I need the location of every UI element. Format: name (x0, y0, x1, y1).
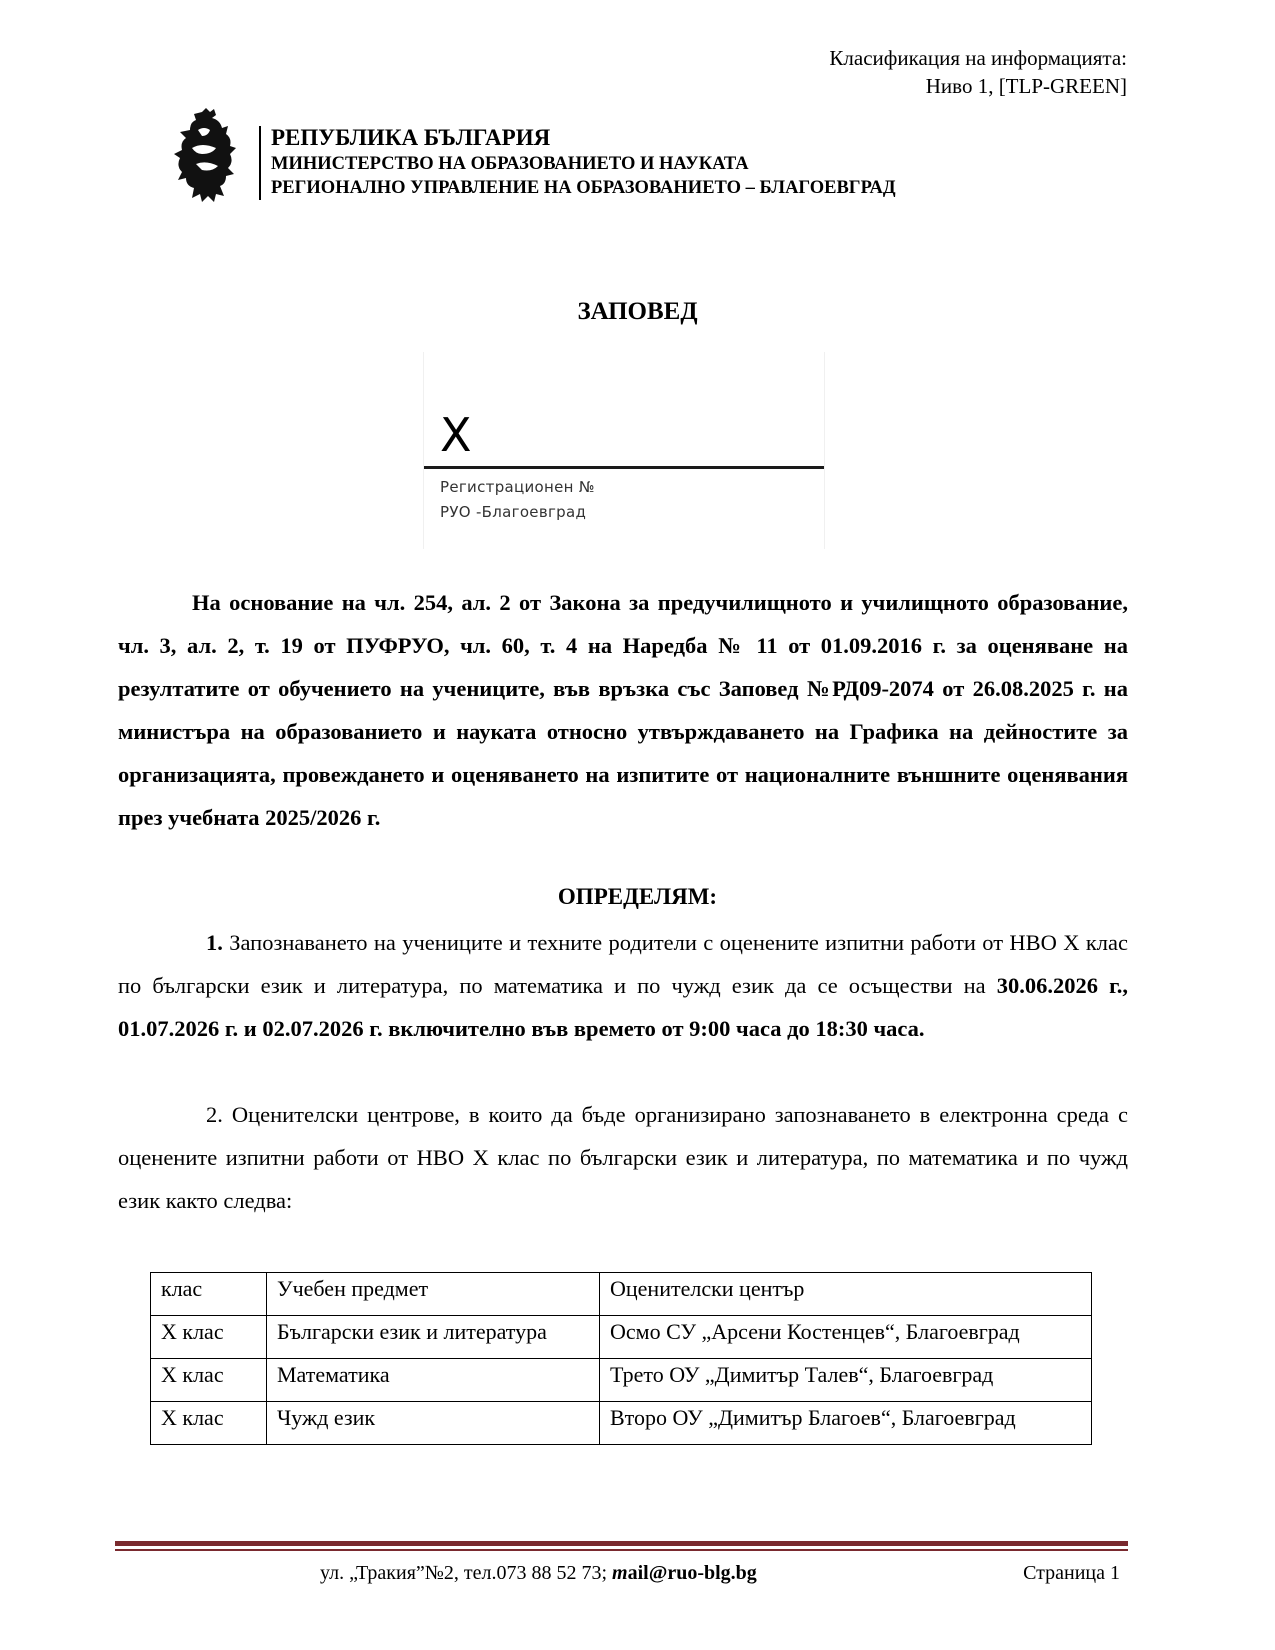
table-row (151, 1316, 1092, 1359)
letterhead (271, 124, 896, 200)
assessment-centers-table (150, 1272, 1092, 1445)
preamble-paragraph: На основание на чл. 254, ал. 2 от Закона за предучилищното и училищното образование, чл. 3, ал. 2, т. 19 от ПУФРУО, чл. 60, т. 4 на Наредба № 11 от 01.09.2016 г. за оценяване на резултатите от обучението на учениците, във връзка със Заповед №РД09-2074 от 26.08.2025 г. на министъра на образованието и науката относно утвърждаването на Графика на дейностите за организацията, провеждането и оценяването на изпитите от националните външните оценявания през учебната 2025/2026 г. (118, 590, 1128, 830)
table-header-row (151, 1273, 1092, 1316)
cell-grade: X клас (151, 1402, 267, 1445)
order-item-1 (118, 921, 1128, 1050)
cell-subject: Чужд език (267, 1402, 600, 1445)
letterhead-country: РЕПУБЛИКА БЪЛГАРИЯ (271, 125, 551, 150)
order-item-1-text: Запознаването на учениците и техните родители с оценените изпитни работи от НВО X клас по български език и литература, по математика и по чужд език да се осъществи на (118, 930, 1128, 998)
signature-box[interactable] (423, 352, 825, 549)
footer-address: ул. „Тракия”№2, тел.073 88 52 73; (320, 1562, 613, 1584)
page-number: Страница 1 (1023, 1562, 1120, 1584)
letterhead-ministry: МИНИСТЕРСТВО НА ОБРАЗОВАНИЕТО И НАУКАТА (271, 154, 749, 174)
classification-block (829, 44, 1127, 100)
signature-line (424, 466, 824, 469)
footer-contact (320, 1562, 757, 1585)
order-item-2: 2. Оценителски центрове, в които да бъде организирано запознаването в електронна среда с оценените изпитни работи от НВО X клас по български език и литература, по математика и по чужд език както следва: (118, 1102, 1128, 1213)
cell-grade: X клас (151, 1316, 267, 1359)
order-item-1-number: 1. (206, 930, 223, 955)
cell-center: Осмо СУ „Арсени Костенцев“, Благоевград (600, 1316, 1092, 1359)
letterhead-divider (259, 126, 261, 200)
order-heading: ОПРЕДЕЛЯМ: (557, 884, 718, 909)
table-row (151, 1359, 1092, 1402)
order-item-1-dates: 30.06.2026 г., 01.07.2026 г. и 02.07.2026 г. включително във времето от 9:00 часа до 18:30 часа. (118, 973, 1128, 1041)
coat-of-arms-lion-icon (172, 108, 242, 204)
header-subject: Учебен предмет (267, 1273, 600, 1316)
cell-center: Второ ОУ „Димитър Благоев“, Благоевград (600, 1402, 1092, 1445)
signature-mark: X (440, 408, 472, 462)
classification-label: Класификация на информацията: (829, 46, 1127, 70)
footer-email[interactable]: mail@ruo-blg.bg (612, 1562, 757, 1584)
document-title: ЗАПОВЕД (577, 298, 698, 325)
table-row (151, 1402, 1092, 1445)
classification-level: Ниво 1, [TLP-GREEN] (925, 74, 1127, 98)
footer-divider-thin (115, 1549, 1128, 1551)
registration-office-label: РУО -Благоевград (440, 503, 587, 521)
footer-divider (115, 1541, 1128, 1546)
cell-subject: Математика (267, 1359, 600, 1402)
letterhead-regional-office: РЕГИОНАЛНО УПРАВЛЕНИЕ НА ОБРАЗОВАНИЕТО – БЛАГОЕВГРАД (271, 178, 896, 198)
cell-center: Трето ОУ „Димитър Талев“, Благоевград (600, 1359, 1092, 1402)
cell-grade: X клас (151, 1359, 267, 1402)
registration-number-label: Регистрационен № (440, 478, 595, 496)
cell-subject: Български език и литература (267, 1316, 600, 1359)
header-center: Оценителски център (600, 1273, 1092, 1316)
header-grade: клас (151, 1273, 267, 1316)
